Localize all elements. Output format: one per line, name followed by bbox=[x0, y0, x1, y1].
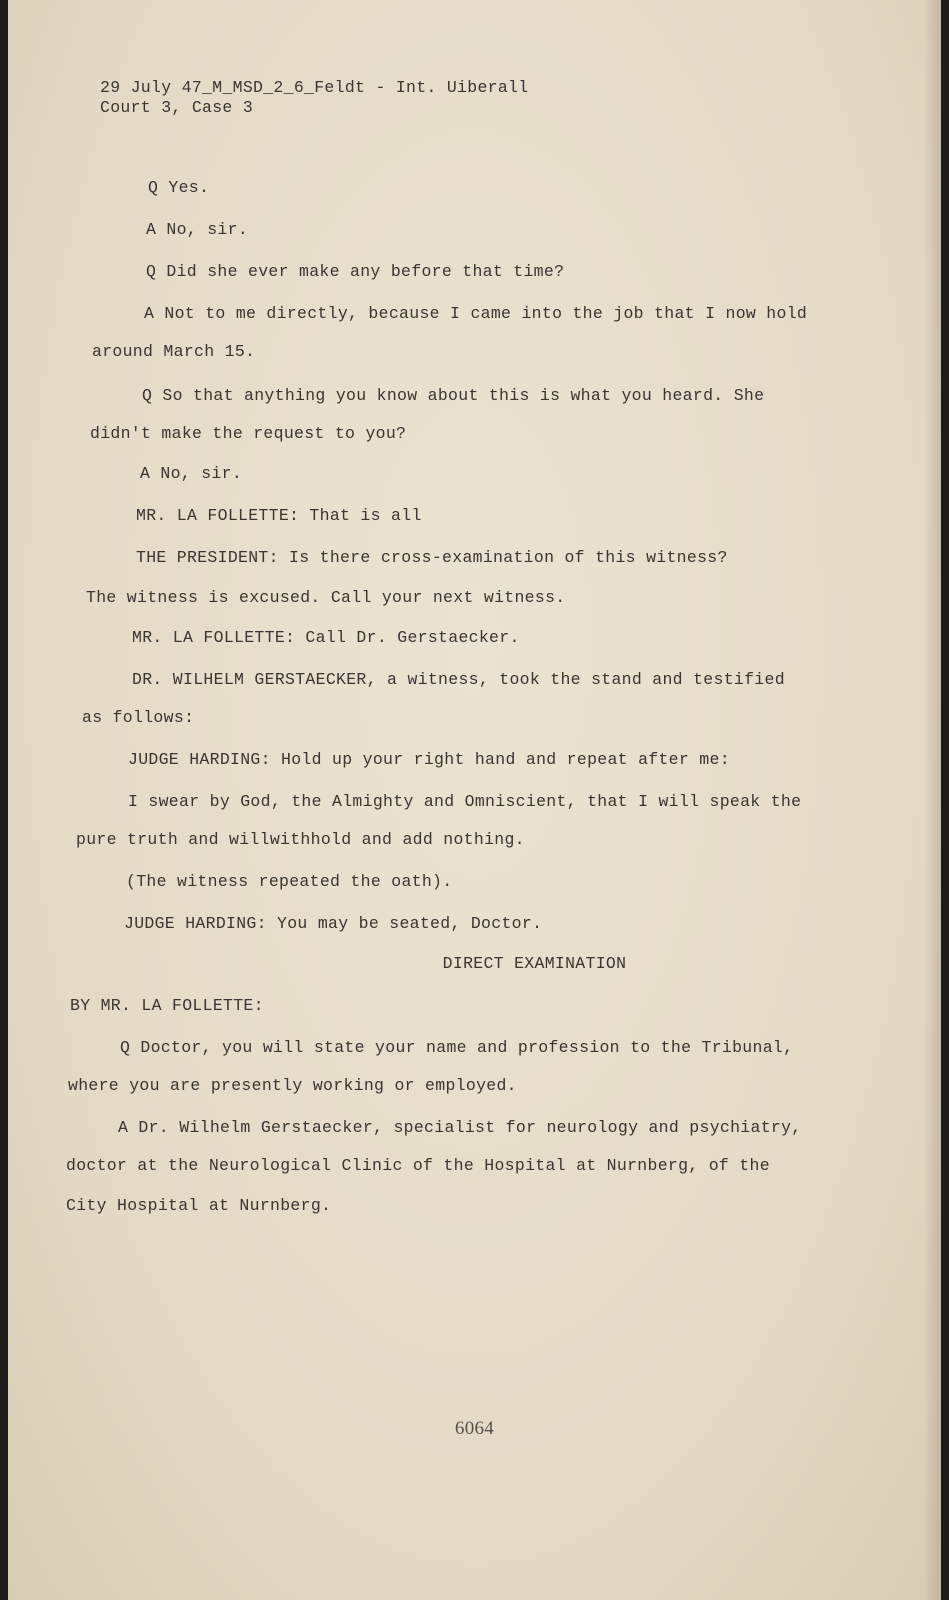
transcript-line: DR. WILHELM GERSTAECKER, a witness, took the stand and testified bbox=[132, 670, 785, 689]
oath-line: pure truth and willwithhold and add nothing. bbox=[76, 830, 525, 849]
transcript-line: Q Yes. bbox=[148, 178, 210, 197]
transcript-line: A Not to me directly, because I came into the job that I now hold bbox=[144, 304, 808, 323]
document-page bbox=[8, 0, 941, 1600]
transcript-line: City Hospital at Nurnberg. bbox=[66, 1196, 332, 1215]
transcript-line: A No, sir. bbox=[140, 464, 243, 483]
transcript-line: A No, sir. bbox=[146, 220, 249, 239]
transcript-line: where you are presently working or employed. bbox=[68, 1076, 517, 1095]
speaker-line: MR. LA FOLLETTE: That is all bbox=[136, 506, 422, 525]
speaker-line: JUDGE HARDING: Hold up your right hand and repeat after me: bbox=[128, 750, 730, 769]
header-line-1: 29 July 47_M_MSD_2_6_Feldt - Int. Uiberall bbox=[100, 78, 529, 97]
examiner-line: BY MR. LA FOLLETTE: bbox=[70, 996, 264, 1015]
transcript-line: The witness is excused. Call your next witness. bbox=[86, 588, 566, 607]
speaker-line: THE PRESIDENT: Is there cross-examination of this witness? bbox=[136, 548, 728, 567]
transcript-line: Q So that anything you know about this is what you heard. She bbox=[142, 386, 765, 405]
speaker-line: JUDGE HARDING: You may be seated, Doctor. bbox=[124, 914, 543, 933]
transcript-line: (The witness repeated the oath). bbox=[126, 872, 453, 891]
speaker-line: MR. LA FOLLETTE: Call Dr. Gerstaecker. bbox=[132, 628, 520, 647]
transcript-line: didn't make the request to you? bbox=[90, 424, 407, 443]
header-line-2: Court 3, Case 3 bbox=[100, 98, 254, 117]
transcript-line: Q Did she ever make any before that time? bbox=[146, 262, 565, 281]
transcript-line: A Dr. Wilhelm Gerstaecker, specialist for neurology and psychiatry, bbox=[118, 1118, 802, 1137]
page-number: 6064 bbox=[454, 1418, 495, 1439]
transcript-line: as follows: bbox=[82, 708, 195, 727]
transcript-line: doctor at the Neurological Clinic of the Hospital at Nurnberg, of the bbox=[66, 1156, 770, 1175]
transcript-line: Q Doctor, you will state your name and profession to the Tribunal, bbox=[120, 1038, 794, 1057]
transcript-line: around March 15. bbox=[92, 342, 256, 361]
oath-line: I swear by God, the Almighty and Omniscient, that I will speak the bbox=[128, 792, 802, 811]
section-heading: DIRECT EXAMINATION bbox=[442, 954, 627, 973]
